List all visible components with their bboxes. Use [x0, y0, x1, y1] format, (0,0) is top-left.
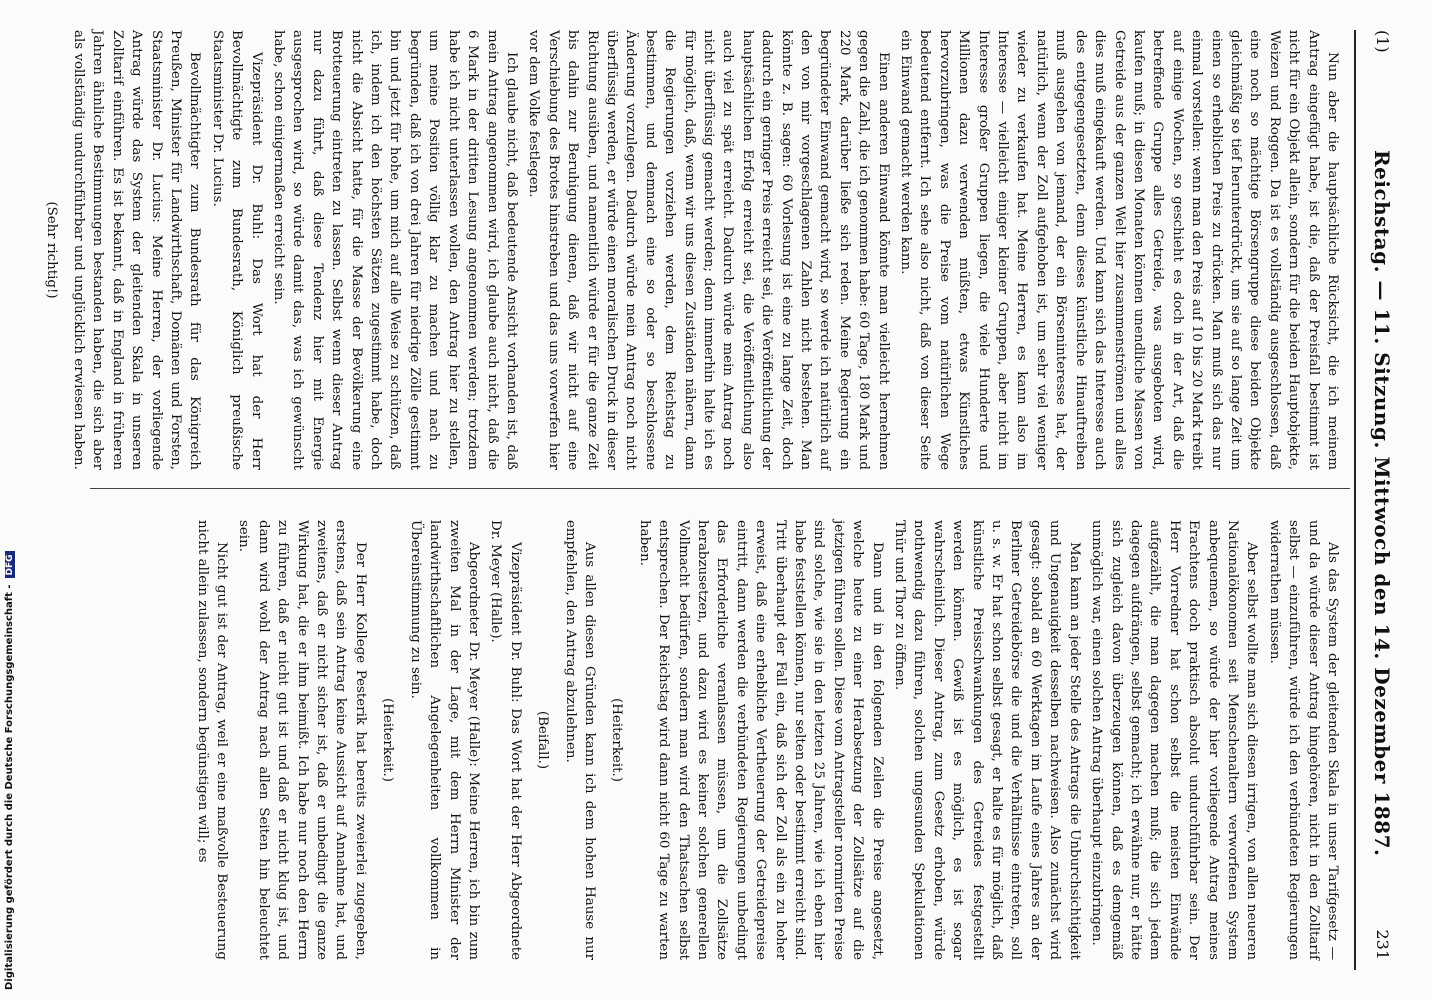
paragraph: Der Herr Kollege Pesterik hat bereits zweierlei zugegeben, erstens, daß sein Antrag keine Aussicht auf Annahme hat, und zweitens, daß er nicht sicher ist, daß er unbedingt die ganze Wirkung hat, die er ihm beimißt. Ich habe nur noch den Herrn zu führen, daß er nicht gut ist und daß er nicht klug ist, und dann wird wohl der Antrag nach allen Seiten hin beleuchtet sein. [236, 520, 368, 960]
credit-text: Digitalisierung gefördert durch die Deutsche Forschungsgemeinschaft - [4, 584, 15, 990]
paragraph: Nicht gut ist der Antrag, weil er eine maßvolle Besteuerung nicht allein zulassen, sondern begünstigen will; es [194, 520, 230, 960]
paragraph: Man kann an jeder Stelle des Antrags die Unburchsichtigkeit und Ungenauigkeit desselben nachweisen. Also zunächst wird gesagt: sobald an 60 Werktagen im Laufe eines Jahres an der Berliner Getreidebörse die und die Verhältnisse eintreten, soll u. s. w. Er hat schon selbst gesagt, er halte es für möglich, daß künstliche Preisschwankungen des Getreides festgestellt werden können. Gewiß ist es möglich, es ist sogar wahrscheinlich. Dieser Antrag, zum Gesetz erhoben, würde nothwendig dazu führen, solchen ungesunden Spekulationen Thür und Thor zu öffnen. [892, 520, 1082, 960]
interjection: (Beifall.) [535, 710, 551, 770]
paragraph: Nun aber die hauptsächliche Rücksicht, die ich meinem Antrag eingefügt habe, ist die, daß der Preisfall bestimmt ist nicht für ein Objekt allein, sondern für die beiden Hauptobjekte, Weizen und Roggen. Da ist es vollständig ausgeschlossen, daß eine noch so mächtige Börsengruppe diese beiden Objekte gleichmäßig so tief herunterdrückt, um sie auf so lange Zeit um einen so erheblichen Preis zu drücken. Man muß sich das nur einmal vorstellen: wenn man den Preis auf 10 bis 20 Mark treibt auf einige Wochen, so geschieht es doch in der Art, daß die betreffende Gruppe alles Getreide, was ausgeboten wird, kaufen muß; in diesen Monaten können unendliche Massen von Getreide aus der ganzen Welt hier zusammenströmen und alles dies muß eingekauft werden. Und kann sich das Interesse auch des entgegengesetzten, denn dieses künstliche Hinauftreiben muß ausgehen von jemand, der ein Börseninteresse hat, der natürlich, wenn der Zoll aufgehoben ist, um sehr viel weniger wieder zu verkaufen hat. Meine Herren, es kann also im Interesse — vielleicht einiger kleiner Gruppen, aber nicht im Interesse großer Gruppen liegen, die viele Hunderte und Millionen dazu verwenden müßten, etwas Künstliches hervorzubringen, was die Preise vom natürlichen Wege bedeutend entfernt. Ich sehe also nicht, daß von dieser Seite ein Einwand gemacht werden kann. [898, 30, 1340, 470]
page-number: 231 [1373, 929, 1392, 960]
header-left-marker: (1) [1373, 30, 1392, 53]
interjection: (Heiterkeit.) [609, 698, 625, 782]
paragraph: Ich glaube nicht, daß bedeutende Ansicht vorhanden ist, daß mein Antrag angenommen wird, ich glaube auch nicht, daß die 6 Mark in der dritten Lesung angenommen werden; trotzdem habe ich nicht unterlassen wollen, den Antrag hier zu stellen, um meine Position völlig klar zu machen und nach zu begründen, daß ich von drei Jahren für niedrige Zölle gestimmt bin und jetzt für hohe, um mich auf alle Weise zu schützen, daß ich, indem ich den höchsten Sätzen zugestimmt habe, doch nicht die Absicht hatte, für die Masse der Bevölkerung eine Brotteuerung eintreten zu lassen. Selbst wenn dieser Antrag nur dazu führt, daß diese Tendenz hier mit Energie ausgesprochen wird, so würde damit das, was ich gewünscht habe, schon einigermaßen erreicht sein. [271, 30, 519, 470]
paragraph: Als das System der gleitenden Skala in unser Tarifgesetz — und da würde dieser Antrag hingehören, nicht in den Zolltarif selbst — einzuführen, würde ich den verbündeten Regierungen widerrathen müssen. [1266, 520, 1340, 960]
paragraph: Abgeordneter Dr. Meyer (Halle): Meine Herren, ich bin zum zweiten Mal in der Lage, mit dem Herrn Minister der landwirthschaftlichen Angelegenheiten vollkommen in Übereinstimmung zu sein. [407, 520, 481, 960]
interjection: (Sehr richtig!) [43, 201, 59, 299]
paragraph: Aber selbst wollte man sich diesen irrigen, von allen neueren Nationalökonomen seit Menschenaltern verworfenen System anbequemen, so würde der hier vorliegende Antrag meines Erachtens doch praktisch absolut undurchführbar sein. Der Herr Vorredner hat schon selbst die meisten Einwände aufgezählt, die man dagegen machen muß; die sich jedem dagegen aufdrängen, selbst gemacht; ich erwähne nur, er hätte sich zugleich davon überzeugen können, daß es demgemäß unmöglich war, einen solchen Antrag überhaupt einzubringen. [1089, 520, 1260, 960]
rotated-page-content [43, 0, 1400, 1000]
paragraph: Einen anderen Einwand könnte man vielleicht hernehmen gegen die Zahl, die ich genommen habe: 60 Tage, 180 Mark und 220 Mark, darüber ließe sich reden. Meine Regierung ein begründeter Einwand gemacht wird, so werde ich natürlich auf den von mir vorgeschlagenen Zahlen nicht bestehen. Man könnte z. B. sagen: 60 Vorlesung ist eine zu lange Zeit, doch dadurch ein geringer Preis erreicht sei, die Veröffentlichung der hauptsächlichen Erfolg erreicht sei, die Veröffentlichung also auch viel zu spät erreicht. Dadurch würde mein Antrag noch nicht überflüssig gemacht werden; denn immerhin halte ich es für möglich, daß, wenn wir uns diesen Zuständen nähern, dann die Regierungen vorziehen werden, dem Reichstag zu bestimmen, und demnach eine so oder so beschlossene Änderung vorzulegen. Dadurch würde mein Antrag noch nicht überflüssig werden, er würde einen moralischen Druck in dieser Richtung ausüben, und namentlich würde er für die ganze Zeit bis dahin zur Beruhigung dienen, daß wir nicht auf eine Verschiebung des Brotes hinstreben und das uns vorwerfen hier vor dem Volke festlegen. [526, 30, 891, 470]
dfg-logo: DFG [5, 551, 15, 578]
paragraph: Dann und in den folgenden Zeilen die Preise angesetzt, welche heute zu einer Herabsetzung der Zollsätze auf die jetzigen führen sollen. Diese vom Antragsteller normirten Preise sind solche, wie sie in den letzten 25 Jahren, wie ich eben hier habe feststellen können, nur selten oder bestimmt erreicht sind. Tritt überhaupt der Fall ein, daß sich der Zoll als ein zu hoher erweist, daß eine erhebliche Vertheuerung der Getreidepreise eintritt, dann werden die verbündeten Regierungen unbedingt das Erforderliche veranlassen müssen, um die Zollsätze herabzusetzen, und dazu wird es keiner solchen generellen Vollmacht bedürfen, sondern man wird den Thatsachen selbst entsprechen. Der Reichstag wird dann nicht 60 Tage zu warten haben. [636, 520, 885, 960]
paragraph: Aus allen diesen Gründen kann ich dem hohen Hause nur empfehlen, den Antrag abzulehnen. [562, 520, 597, 960]
paragraph: Vizepräsident Dr. Buhl: Das Wort hat der Herr Abgeordnete Dr. Meyer (Halle). [488, 520, 523, 960]
header-rule [1354, 30, 1356, 970]
paragraph: Vizepräsident Dr. Buhl: Das Wort hat der Herr Bevollmächtigte zum Bundesrath, Königlich preußische Staatsminister Dr. Lucius. [209, 30, 264, 470]
paragraph: Bevollmächtigter zum Bundesrath für das Königreich Preußen, Minister für Landwirthschaft, Domänen und Forsten, Staatsminister Dr. Lucius: Meine Herren, der vorliegende Antrag würde das System der gleitenden Skala in unseren Zolltarif einführen. Es ist bekannt, daß in England in früheren Jahren ähnliche Bestimmungen bestanden haben, die sich aber als vollständig undurchführbar und unglücklich erwiesen haben. [71, 30, 203, 470]
right-column [189, 520, 1342, 960]
header-title: Reichstag. — 11. Sitzung. Mittwoch den 14. Dezember 1887. [1370, 150, 1394, 857]
digitization-credit [0, 0, 28, 1000]
interjection: (Heiterkeit.) [380, 698, 396, 782]
left-column [33, 30, 1342, 470]
column-divider [90, 488, 1350, 489]
page-header [1360, 0, 1400, 1000]
